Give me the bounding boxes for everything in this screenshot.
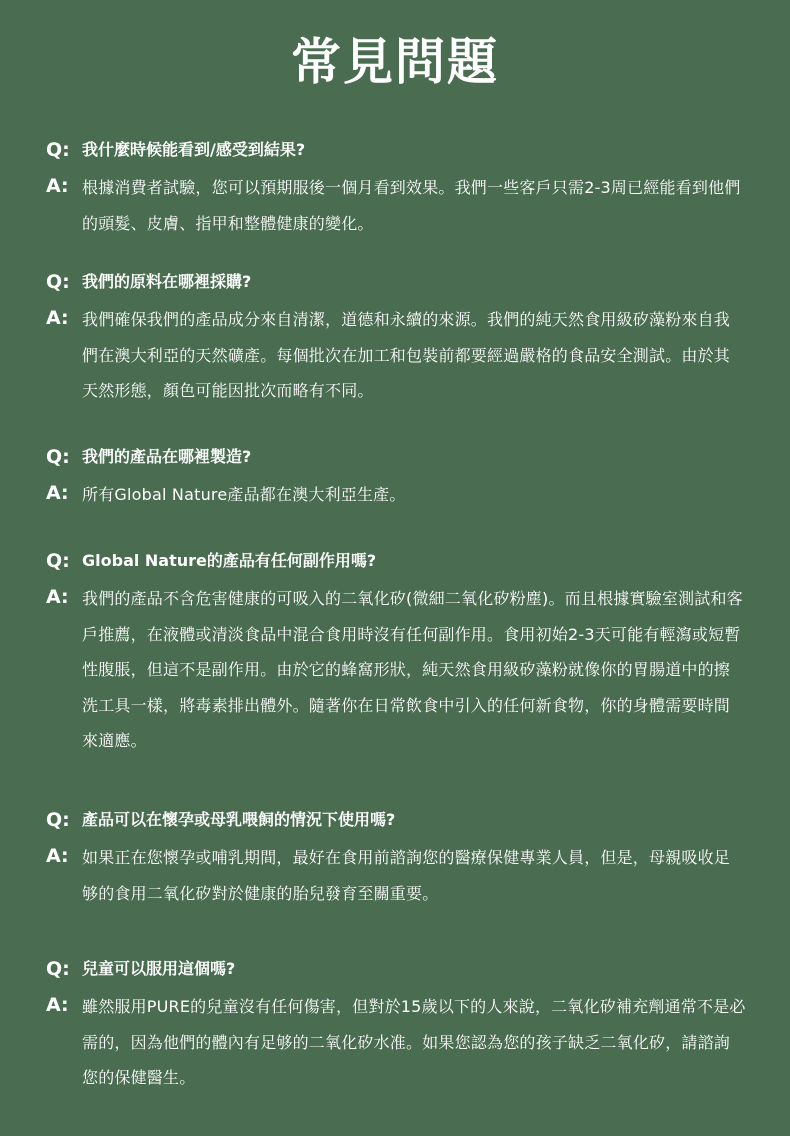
question-row — [46, 441, 758, 473]
faq-item-4 — [46, 545, 758, 759]
answer-row — [46, 989, 758, 1096]
answer-marker: A: — [46, 482, 69, 504]
answer-text: 我們的產品不含危害健康的可吸入的二氧化矽(微細二氧化矽粉塵)。而且根據實驗室測試和客戶推薦，在液體或清淡食品中混合食用時沒有任何副作用。食用初始2-3天可能有輕瀉或短暫性腹脹，但這不是副作用。由於它的蜂窩形狀，純天然食用級矽藻粉就像你的胃腸道中的擦洗工具一樣，將毒素排出體外。隨著你在日常飲食中引入的任何新食物，你的身體需要時間來適應。 — [82, 589, 743, 750]
question-marker: Q: — [46, 139, 70, 161]
answer-text: 所有Global Nature產品都在澳大利亞生產。 — [82, 485, 406, 504]
answer-row — [46, 581, 758, 759]
question-text: 兒童可以服用這個嗎? — [82, 959, 236, 978]
question-text: 產品可以在懷孕或母乳喂飼的情況下使用嗎? — [82, 810, 396, 829]
question-text: Global Nature的產品有任何副作用嗎? — [82, 551, 377, 570]
question-marker: Q: — [46, 550, 70, 572]
answer-row — [46, 170, 758, 241]
question-marker: Q: — [46, 271, 70, 293]
question-row — [46, 953, 758, 985]
question-row — [46, 804, 758, 836]
question-text: 我們的產品在哪裡製造? — [82, 447, 252, 466]
answer-row — [46, 302, 758, 409]
answer-marker: A: — [46, 175, 69, 197]
faq-item-2 — [46, 266, 758, 409]
answer-text: 如果正在您懷孕或哺乳期間，最好在食用前諮詢您的醫療保健專業人員，但是，母親吸收足够的食用二氧化矽對於健康的胎兒發育至關重要。 — [82, 848, 731, 903]
answer-marker: A: — [46, 845, 69, 867]
answer-text: 根據消費者試驗，您可以預期服後一個月看到效果。我們一些客戶只需2-3周已經能看到他們的頭髮、皮膚、指甲和整體健康的變化。 — [82, 178, 741, 233]
faq-item-6 — [46, 953, 758, 1096]
answer-marker: A: — [46, 307, 69, 329]
answer-marker: A: — [46, 586, 69, 608]
question-row — [46, 134, 758, 166]
question-row — [46, 266, 758, 298]
answer-row — [46, 477, 758, 513]
question-text: 我什麼時候能看到/感受到結果? — [82, 140, 306, 159]
faq-item-1 — [46, 134, 758, 241]
page-title: 常見問題 — [291, 33, 499, 91]
faq-item-3 — [46, 441, 758, 513]
answer-marker: A: — [46, 994, 69, 1016]
answer-row — [46, 840, 758, 911]
answer-text: 雖然服用PURE的兒童沒有任何傷害，但對於15歲以下的人來說，二氧化矽補充劑通常不是必需的，因為他們的體內有足够的二氧化矽水准。如果您認為您的孩子缺乏二氧化矽，請諮詢您的保健醫生。 — [82, 997, 746, 1087]
question-marker: Q: — [46, 958, 70, 980]
question-text: 我們的原料在哪裡採購? — [82, 272, 252, 291]
question-row — [46, 545, 758, 577]
faq-item-5 — [46, 804, 758, 911]
question-marker: Q: — [46, 809, 70, 831]
question-marker: Q: — [46, 446, 70, 468]
answer-text: 我們確保我們的產品成分來自清潔，道德和永續的來源。我們的純天然食用級矽藻粉來自我們在澳大利亞的天然礦產。每個批次在加工和包裝前都要經過嚴格的食品安全測試。由於其天然形態，顏色可能因批次而略有不同。 — [82, 310, 731, 400]
